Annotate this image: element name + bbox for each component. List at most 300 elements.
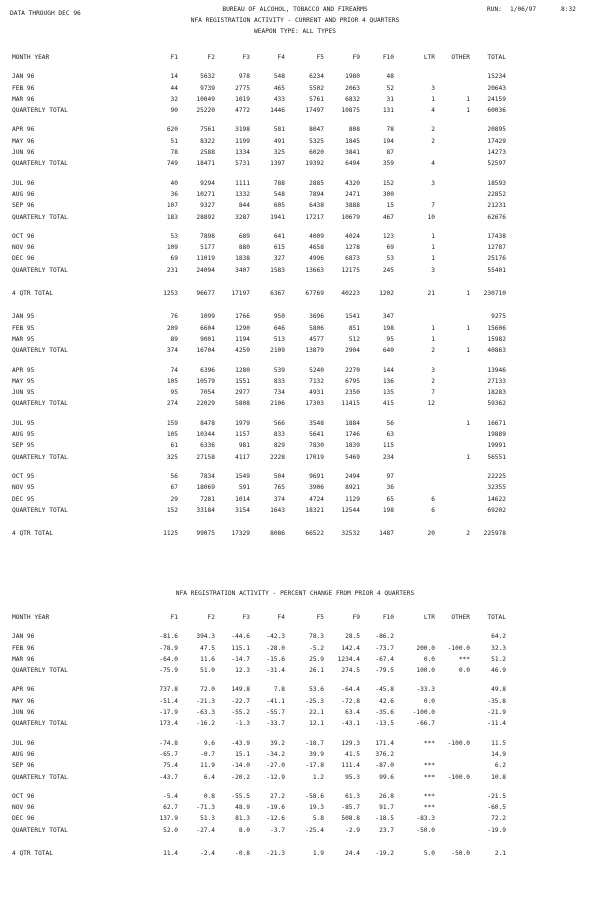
cell-f3: 1111: [235, 179, 250, 187]
table-row: [0, 214, 590, 225]
cell-f2: 18471: [196, 160, 215, 168]
cell-f2: 6604: [200, 324, 215, 332]
cell-total: 15982: [487, 335, 506, 343]
cell-ltr: 4: [431, 107, 435, 115]
row-label: QUARTERLY TOTAL: [12, 773, 68, 781]
table-row: [0, 442, 590, 453]
cell-f4: 1397: [270, 160, 285, 168]
row-label: QUARTERLY TOTAL: [12, 160, 68, 168]
cell-f9: 2270: [345, 366, 360, 374]
cell-total: 14273: [487, 149, 506, 157]
cell-f2: 96677: [196, 290, 215, 298]
row-label: SEP 96: [12, 202, 35, 210]
cell-other: 1: [466, 95, 470, 103]
table-row: [0, 313, 590, 324]
table-row: [0, 378, 590, 389]
cell-ltr: -66.7: [416, 720, 435, 728]
cell-f5: 4931: [309, 389, 324, 397]
cell-f2: 11.9: [200, 762, 215, 770]
cell-f9: 2063: [345, 84, 360, 92]
cell-total: 9275: [491, 313, 506, 321]
cell-f9: 24.4: [345, 850, 360, 858]
cell-total: 69202: [487, 506, 506, 514]
table-row: [0, 244, 590, 255]
cell-f10: -73.7: [375, 644, 394, 652]
cell-f1: 69: [170, 255, 178, 263]
cell-total: 225978: [483, 530, 506, 538]
cell-other: 1: [466, 347, 470, 355]
cell-f3: 2775: [235, 84, 250, 92]
cell-f4: 548: [273, 73, 285, 81]
cell-other: -100.0: [447, 773, 470, 781]
table-row: [0, 233, 590, 244]
cell-f9: 12175: [341, 266, 360, 274]
table-row: [0, 85, 590, 96]
cell-f2: 16704: [196, 347, 215, 355]
cell-f9: 6832: [345, 95, 360, 103]
cell-f9: 1129: [345, 495, 360, 503]
cell-f1: 32: [170, 95, 178, 103]
cell-f1: 137.9: [159, 815, 178, 823]
cell-other: OTHER: [451, 54, 470, 61]
cell-f4: 641: [273, 232, 285, 240]
cell-f1: 173.4: [159, 720, 178, 728]
cell-total: -19.9: [487, 826, 506, 834]
cell-f2: 7834: [200, 472, 215, 480]
table-row: [0, 255, 590, 266]
cell-f5: 7830: [309, 442, 324, 450]
cell-f10: 87: [386, 149, 394, 157]
table-row: [0, 347, 590, 358]
cell-f9: 4320: [345, 179, 360, 187]
cell-f3: 978: [238, 73, 250, 81]
cell-f5: 4724: [309, 495, 324, 503]
cell-f9: 1839: [345, 442, 360, 450]
cell-f2: 7054: [200, 389, 215, 397]
cell-f5: 13879: [305, 347, 324, 355]
cell-f4: -28.0: [266, 644, 285, 652]
cell-ltr: 3: [431, 266, 435, 274]
cell-total: 49.8: [491, 686, 506, 694]
cell-f4: 646: [273, 324, 285, 332]
cell-f4: 566: [273, 419, 285, 427]
cell-f10: 78: [386, 126, 394, 134]
cell-f10: 467: [382, 213, 394, 221]
row-label: MAR 95: [12, 335, 35, 343]
cell-f5: -25.3: [305, 697, 324, 705]
table-row: [0, 420, 590, 431]
cell-f9: 8921: [345, 484, 360, 492]
cell-f10: -18.5: [375, 815, 394, 823]
cell-f5: 9691: [309, 472, 324, 480]
table-row: [0, 96, 590, 107]
table-row: [0, 484, 590, 495]
cell-f1: 40: [170, 179, 178, 187]
cell-ltr: 0.0: [423, 655, 435, 663]
cell-f3: 689: [238, 232, 250, 240]
cell-f3: 880: [238, 244, 250, 252]
cell-ltr: ***: [423, 792, 435, 800]
cell-f9: 1278: [345, 244, 360, 252]
cell-f1: -65.7: [159, 750, 178, 758]
cell-f5: 6020: [309, 149, 324, 157]
cell-f5: -58.6: [305, 792, 324, 800]
cell-f4: 1446: [270, 107, 285, 115]
row-label: MAR 96: [12, 95, 35, 103]
cell-f4: 27.2: [270, 792, 285, 800]
cell-f2: 18069: [196, 484, 215, 492]
cell-f4: -21.3: [266, 850, 285, 858]
cell-f10: 136: [382, 377, 394, 385]
cell-f9: -43.1: [341, 720, 360, 728]
cell-f5: 3548: [309, 419, 324, 427]
row-label: MONTH YEAR: [12, 54, 50, 61]
cell-f5: 6234: [309, 73, 324, 81]
cell-f10: 52: [386, 84, 394, 92]
cell-f1: 76: [170, 313, 178, 321]
cell-f5: 67769: [305, 290, 324, 298]
cell-f4: 465: [273, 84, 285, 92]
cell-f5: 4009: [309, 232, 324, 240]
cell-f5: 18321: [305, 506, 324, 514]
row-label: JUN 95: [12, 389, 35, 397]
cell-f2: 72.0: [200, 686, 215, 694]
cell-f9: 2471: [345, 190, 360, 198]
row-label: OCT 96: [12, 792, 35, 800]
cell-f2: 99075: [196, 530, 215, 538]
cell-f9: 5469: [345, 453, 360, 461]
cell-f10: 144: [382, 366, 394, 374]
cell-f1: 89: [170, 335, 178, 343]
cell-ltr: 5.0: [423, 850, 435, 858]
cell-f10: 152: [382, 179, 394, 187]
cell-f3: 1332: [235, 190, 250, 198]
cell-f3: 8.0: [238, 826, 250, 834]
cell-f9: 10875: [341, 107, 360, 115]
cell-f1: 274: [166, 400, 178, 408]
row-label: 4 QTR TOTAL: [12, 530, 53, 538]
cell-total: -60.5: [487, 804, 506, 812]
cell-total: 17438: [487, 232, 506, 240]
cell-f1: 90: [170, 107, 178, 115]
cell-f1: 159: [166, 419, 178, 427]
cell-f9: 32532: [341, 530, 360, 538]
cell-f10: 23.7: [379, 826, 394, 834]
cell-f9: 808: [348, 126, 360, 134]
cell-f4: 605: [273, 202, 285, 210]
cell-f1: -17.9: [159, 709, 178, 717]
cell-f1: 74: [170, 366, 178, 374]
cell-f4: 539: [273, 366, 285, 374]
table-row: [0, 336, 590, 347]
cell-f4: -42.3: [266, 633, 285, 641]
cell-ltr: 1: [431, 232, 435, 240]
cell-total: -35.8: [487, 697, 506, 705]
cell-f10: 198: [382, 324, 394, 332]
cell-f1: 107: [166, 202, 178, 210]
cell-f5: -5.2: [309, 644, 324, 652]
cell-f2: 7898: [200, 232, 215, 240]
cell-f10: 359: [382, 160, 394, 168]
table-row: [0, 149, 590, 160]
cell-f5: 5.8: [312, 815, 324, 823]
table-row: [0, 191, 590, 202]
cell-f1: -74.8: [159, 739, 178, 747]
cell-f9: 1746: [345, 431, 360, 439]
cell-f3: 1334: [235, 149, 250, 157]
cell-f9: 1541: [345, 313, 360, 321]
cell-f1: 231: [166, 266, 178, 274]
cell-total: 15234: [487, 73, 506, 81]
row-label: APR 96: [12, 686, 35, 694]
cell-f3: -14.0: [231, 762, 250, 770]
cell-f5: 5641: [309, 431, 324, 439]
cell-f3: -1.3: [235, 720, 250, 728]
cell-ltr: 3: [431, 179, 435, 187]
cell-f1: -75.9: [159, 667, 178, 675]
cell-f2: -71.3: [196, 804, 215, 812]
cell-total: TOTAL: [487, 54, 506, 61]
cell-f9: 142.4: [341, 644, 360, 652]
cell-f10: 123: [382, 232, 394, 240]
row-label: JUL 96: [12, 739, 35, 747]
cell-f2: 22029: [196, 400, 215, 408]
cell-f5: 3696: [309, 313, 324, 321]
cell-f2: F2: [207, 54, 215, 61]
cell-f10: 26.8: [379, 792, 394, 800]
table-row: [0, 73, 590, 84]
table-row: [0, 815, 590, 826]
cell-f4: 615: [273, 244, 285, 252]
cell-f5: 17019: [305, 453, 324, 461]
cell-f1: -43.7: [159, 773, 178, 781]
row-label: OCT 95: [12, 472, 35, 480]
cell-f4: 581: [273, 126, 285, 134]
cell-f10: 31: [386, 95, 394, 103]
cell-f5: 22.1: [309, 709, 324, 717]
cell-f3: 591: [238, 484, 250, 492]
cell-total: -21.5: [487, 792, 506, 800]
cell-f3: 1014: [235, 495, 250, 503]
cell-f3: 3407: [235, 266, 250, 274]
row-label: JUL 96: [12, 179, 35, 187]
cell-ltr: -50.0: [416, 826, 435, 834]
cell-f5: 17217: [305, 213, 324, 221]
cell-f9: 10679: [341, 213, 360, 221]
row-label: FEB 96: [12, 84, 35, 92]
table-row: [0, 454, 590, 465]
cell-f2: 8322: [200, 137, 215, 145]
cell-f2: 7561: [200, 126, 215, 134]
cell-f2: 394.3: [196, 633, 215, 641]
weapon-type-label: WEAPON TYPE: ALL TYPES: [254, 28, 336, 35]
cell-f10: 15: [386, 202, 394, 210]
cell-f3: -20.2: [231, 773, 250, 781]
cell-f4: 7.8: [273, 686, 285, 694]
cell-ltr: ***: [423, 773, 435, 781]
cell-f1: 109: [166, 244, 178, 252]
cell-f1: 749: [166, 160, 178, 168]
cell-f10: 1202: [379, 290, 394, 298]
cell-ltr: 6: [431, 506, 435, 514]
cell-f10: 99.6: [379, 773, 394, 781]
cell-f4: -15.6: [266, 655, 285, 663]
cell-f4: 734: [273, 389, 285, 397]
cell-f9: -64.4: [341, 686, 360, 694]
row-label: AUG 96: [12, 750, 35, 758]
cell-total: 230710: [483, 290, 506, 298]
cell-f4: 1643: [270, 506, 285, 514]
cell-f9: 63.4: [345, 709, 360, 717]
cell-f10: F10: [382, 614, 394, 621]
cell-ltr: 1: [431, 95, 435, 103]
row-label: NOV 95: [12, 484, 35, 492]
row-label: JUN 96: [12, 709, 35, 717]
cell-total: 12787: [487, 244, 506, 252]
cell-f4: -19.6: [266, 804, 285, 812]
cell-other: 0.0: [458, 667, 470, 675]
cell-total: 2.1: [494, 850, 506, 858]
cell-ltr: 2: [431, 137, 435, 145]
cell-f10: 56: [386, 419, 394, 427]
column-header-row: [0, 54, 590, 65]
cell-f2: 10049: [196, 95, 215, 103]
cell-f2: 51.3: [200, 815, 215, 823]
cell-ltr: ***: [423, 739, 435, 747]
cell-f9: 2494: [345, 472, 360, 480]
cell-ltr: -83.3: [416, 815, 435, 823]
cell-f2: 9294: [200, 179, 215, 187]
row-label: AUG 95: [12, 431, 35, 439]
cell-f10: 415: [382, 400, 394, 408]
cell-f9: 129.3: [341, 739, 360, 747]
cell-f10: F10: [382, 54, 394, 61]
cell-f1: 78: [170, 149, 178, 157]
cell-f1: 61: [170, 442, 178, 450]
cell-f2: 7281: [200, 495, 215, 503]
cell-ltr: 7: [431, 389, 435, 397]
table-row: [0, 850, 590, 861]
column-header-row: [0, 614, 590, 625]
cell-f9: 512: [348, 335, 360, 343]
report-title: NFA REGISTRATION ACTIVITY - CURRENT AND PRIOR 4 QUARTERS: [190, 17, 400, 24]
cell-ltr: LTR: [423, 614, 435, 621]
table-row: [0, 107, 590, 118]
cell-f3: 2977: [235, 389, 250, 397]
row-label: QUARTERLY TOTAL: [12, 826, 68, 834]
cell-f4: 325: [273, 149, 285, 157]
cell-total: 59362: [487, 400, 506, 408]
cell-f1: -81.6: [159, 633, 178, 641]
cell-f5: -18.7: [305, 739, 324, 747]
cell-f1: 67: [170, 484, 178, 492]
cell-f2: 10579: [196, 377, 215, 385]
cell-f1: 152: [166, 506, 178, 514]
cell-other: OTHER: [451, 614, 470, 621]
cell-f9: 3841: [345, 149, 360, 157]
cell-f10: 36: [386, 484, 394, 492]
cell-total: 14622: [487, 495, 506, 503]
cell-total: 40863: [487, 347, 506, 355]
cell-f3: F3: [242, 614, 250, 621]
cell-f3: 17329: [231, 530, 250, 538]
cell-f10: 115: [382, 442, 394, 450]
cell-f10: 48: [386, 73, 394, 81]
percent-change-table: [0, 614, 590, 861]
cell-total: 16671: [487, 419, 506, 427]
cell-ltr: 0.0: [423, 697, 435, 705]
cell-ltr: 21: [427, 290, 435, 298]
cell-f9: -72.8: [341, 697, 360, 705]
cell-f10: -13.5: [375, 720, 394, 728]
cell-total: 18593: [487, 179, 506, 187]
cell-other: ***: [458, 655, 470, 663]
table-row: [0, 507, 590, 518]
cell-f1: F1: [170, 614, 178, 621]
cell-f9: 1234.4: [337, 655, 360, 663]
cell-f10: 95: [386, 335, 394, 343]
cell-f5: 6438: [309, 202, 324, 210]
row-label: JAN 95: [12, 313, 35, 321]
cell-total: 15606: [487, 324, 506, 332]
cell-total: 20895: [487, 126, 506, 134]
cell-total: 51.2: [491, 655, 506, 663]
cell-f5: 7132: [309, 377, 324, 385]
cell-ltr: ***: [423, 804, 435, 812]
cell-f9: 95.3: [345, 773, 360, 781]
cell-f5: 8047: [309, 126, 324, 134]
cell-ltr: 3: [431, 366, 435, 374]
cell-f2: 47.5: [200, 644, 215, 652]
cell-f5: 19.3: [309, 804, 324, 812]
cell-total: 21231: [487, 202, 506, 210]
cell-f1: 62.7: [163, 804, 178, 812]
table-row: [0, 496, 590, 507]
cell-f10: 131: [382, 107, 394, 115]
cell-f2: -63.3: [196, 709, 215, 717]
cell-f5: 3906: [309, 484, 324, 492]
cell-other: -50.0: [451, 850, 470, 858]
cell-total: 62676: [487, 213, 506, 221]
cell-f4: F4: [277, 614, 285, 621]
cell-ltr: LTR: [423, 54, 435, 61]
cell-f2: 51.0: [200, 667, 215, 675]
cell-f2: -27.4: [196, 826, 215, 834]
cell-f3: 4772: [235, 107, 250, 115]
cell-ltr: 1: [431, 255, 435, 263]
cell-f3: -14.7: [231, 655, 250, 663]
cell-other: -100.0: [447, 739, 470, 747]
cell-ltr: 100.0: [416, 667, 435, 675]
cell-ltr: 10: [427, 213, 435, 221]
cell-f2: 5632: [200, 73, 215, 81]
cell-f2: 2588: [200, 149, 215, 157]
cell-f9: -2.9: [345, 826, 360, 834]
cell-f9: 2350: [345, 389, 360, 397]
cell-f5: 19392: [305, 160, 324, 168]
cell-f2: 9739: [200, 84, 215, 92]
cell-f2: 10271: [196, 190, 215, 198]
cell-f5: 5325: [309, 137, 324, 145]
cell-f1: -78.9: [159, 644, 178, 652]
row-label: DEC 95: [12, 495, 35, 503]
cell-f5: 5761: [309, 95, 324, 103]
cell-total: 19889: [487, 431, 506, 439]
cell-f5: 25.9: [309, 655, 324, 663]
cell-total: 20643: [487, 84, 506, 92]
table-row: [0, 720, 590, 731]
cell-f4: -31.4: [266, 667, 285, 675]
